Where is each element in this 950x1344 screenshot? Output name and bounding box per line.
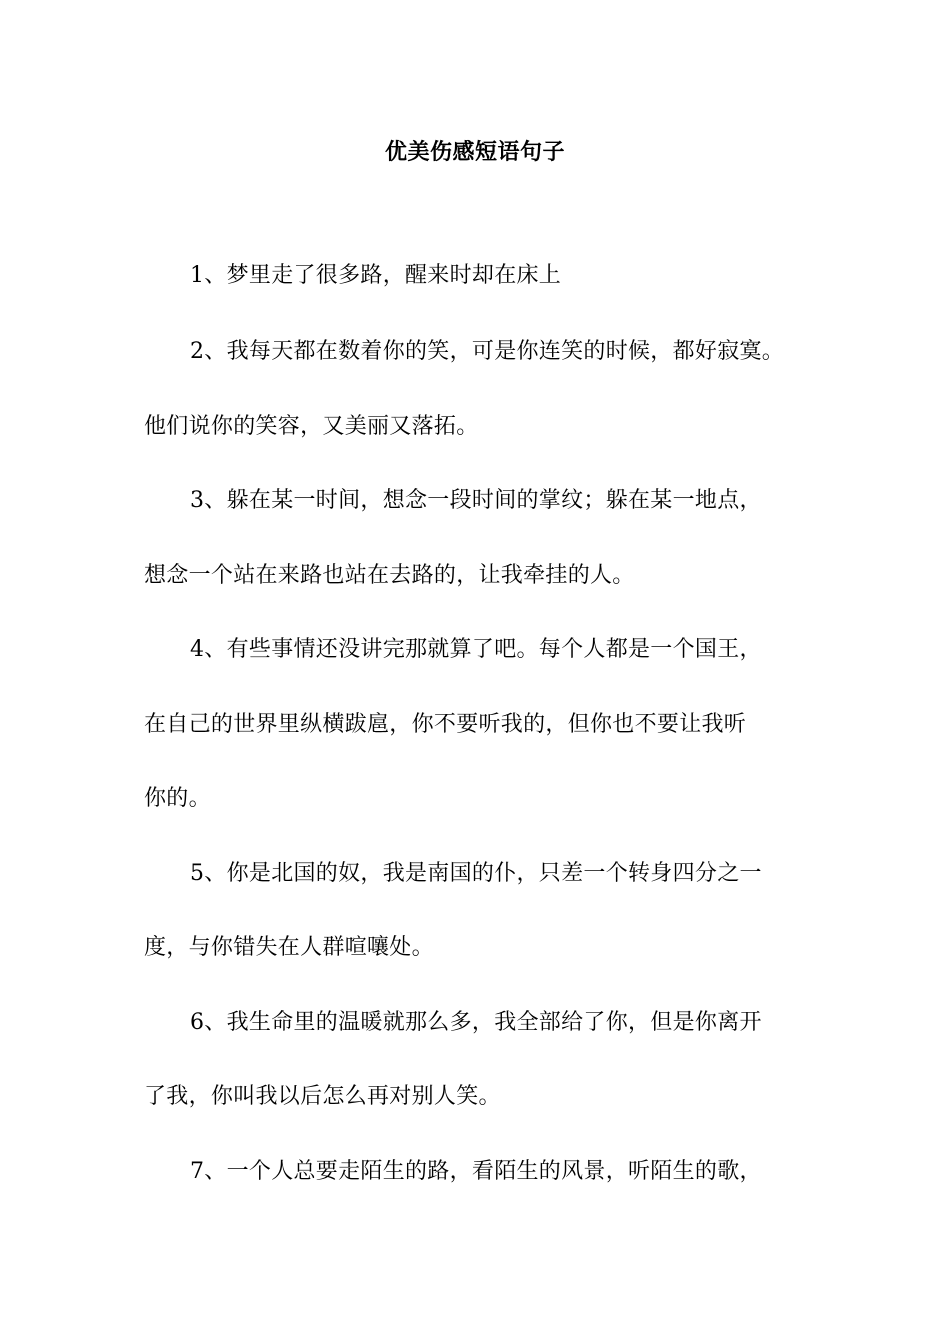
paragraph-line: 你的。: [144, 786, 211, 811]
paragraph-line: 7、一个人总要走陌生的路，看陌生的风景，听陌生的歌，: [190, 1159, 762, 1184]
paragraph-line: 4、有些事情还没讲完那就算了吧。每个人都是一个国王，: [190, 637, 762, 662]
document-title: 优美伤感短语句子: [384, 139, 565, 165]
paragraph-line: 2、我每天都在数着你的笑，可是你连笑的时候，都好寂寞。: [190, 339, 785, 364]
paragraph-line: 想念一个站在来路也站在去路的，让我牵挂的人。: [144, 563, 635, 588]
paragraph-line: 1、梦里走了很多路，醒来时却在床上: [190, 263, 562, 288]
paragraph-line: 6、我生命里的温暖就那么多，我全部给了你，但是你离开: [190, 1010, 762, 1035]
paragraph-line: 3、躲在某一时间，想念一段时间的掌纹；躲在某一地点，: [190, 488, 762, 513]
paragraph-line: 5、你是北国的奴，我是南国的仆，只差一个转身四分之一: [190, 861, 762, 886]
paragraph-line: 在自己的世界里纵横跋扈，你不要听我的，但你也不要让我听: [144, 712, 747, 737]
paragraph-line: 了我，你叫我以后怎么再对别人笑。: [144, 1084, 501, 1109]
paragraph-line: 度，与你错失在人群喧嚷处。: [144, 935, 434, 960]
paragraph-line: 他们说你的笑容，又美丽又落拓。: [144, 414, 479, 439]
